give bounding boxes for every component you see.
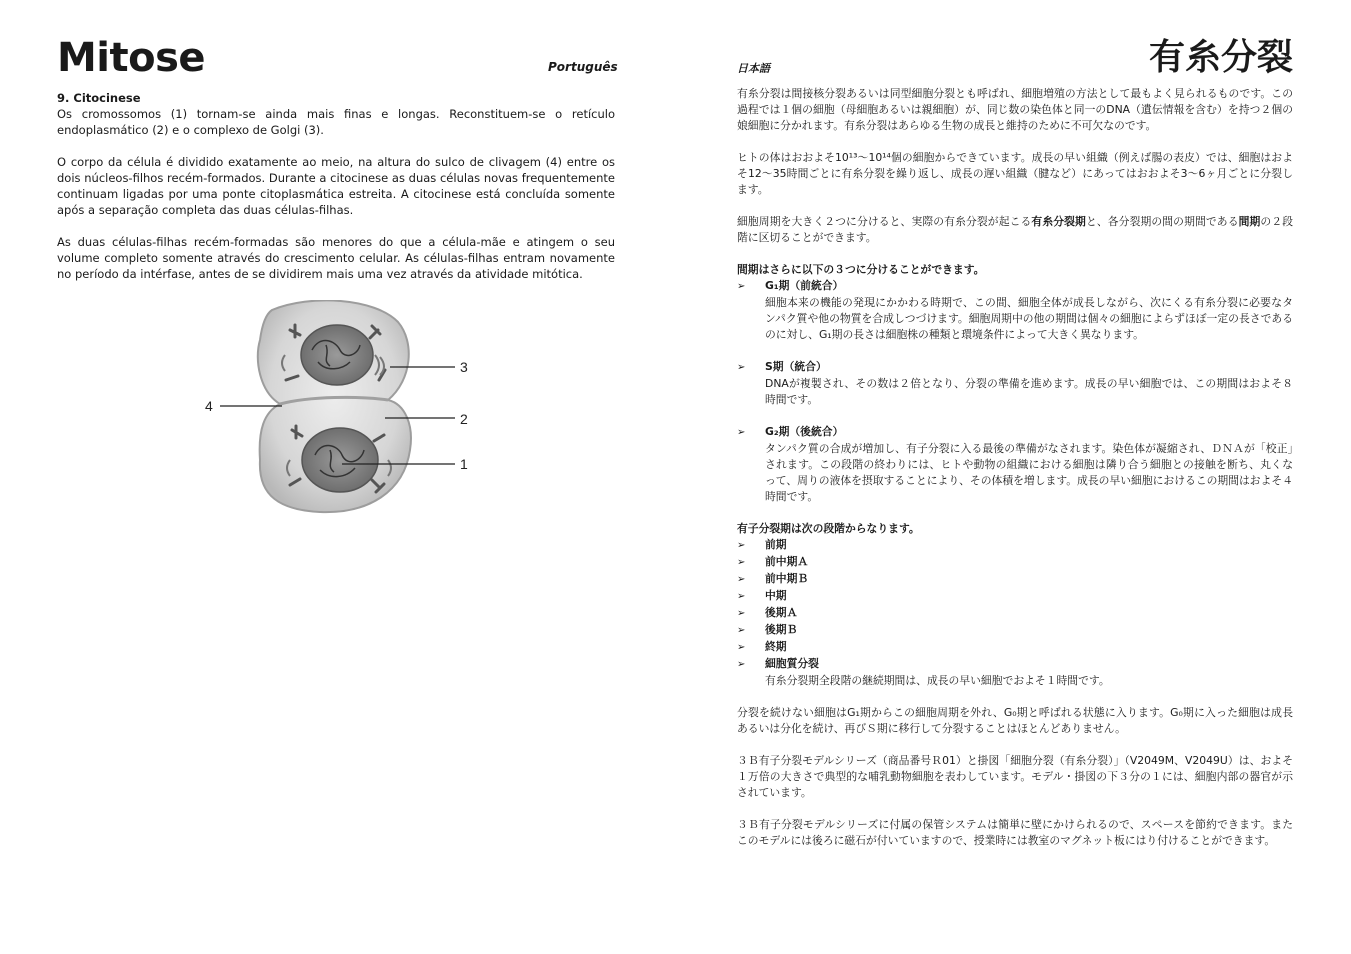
- language-label-japanese: 日本語: [737, 62, 770, 75]
- s-description: DNAが複製され、その数は２倍となり、分裂の準備を進めます。成長の早い細胞では、この期間はおよそ８時間です。: [765, 377, 1293, 406]
- japanese-text-column: [737, 86, 1293, 849]
- cytokinesis-illustration: [200, 300, 480, 520]
- list-item: ➢ 前中期Ｂ: [737, 571, 1293, 588]
- g1-label: G₁期（前統合）: [765, 279, 844, 292]
- jp-paragraph-1: 有糸分裂は間接核分裂あるいは同型細胞分裂とも呼ばれ、細胞増殖の方法として最もよく見られるものです。この過程では１個の細胞（母細胞あるいは親細胞）が、同じ数の染色体と同一のDNA（遺伝情報を含む）を持つ２個の娘細胞に分かれます。有糸分裂はあらゆる生物の成長と維持のために不可欠なのです。: [737, 87, 1293, 132]
- g2-label: G₂期（後統合）: [765, 425, 844, 438]
- label-1: 1: [460, 456, 468, 472]
- list-item: ➢ 後期Ｂ: [737, 622, 1293, 639]
- jp-paragraph-3: 細胞周期を大きく２つに分けると、実際の有糸分裂が起こる有糸分裂期と、各分裂期の間の期間である間期の２段階に区切ることができます。: [737, 215, 1294, 244]
- arrow-bullet-icon: ➢: [737, 281, 746, 292]
- s-label: S期（統合）: [765, 360, 827, 373]
- g1-description: 細胞本来の機能の発現にかかわる時期で、この間、細胞全体が成長しながら、次にくる有糸分裂に必要なタンパク質や他の物質を合成しつづけます。細胞周期中の他の期間は個々の細胞によらずほぼ一定の長さであるのに対し、G₁期の長さは細胞株の種類と環境条件によって大きく異なります。: [765, 296, 1293, 341]
- jp-paragraph-5: ３Ｂ有子分裂モデルシリーズ（商品番号Ｒ01）と掛図「細胞分裂（有糸分裂）」（V2049M、V2049U）は、およそ１万倍の大きさで典型的な哺乳動物細胞を表わしています。モデル・掛図の下３分の１には、細胞内部の器官が示されています。: [737, 754, 1293, 799]
- arrow-bullet-icon: ➢: [737, 659, 746, 670]
- jp-paragraph-2: ヒトの体はおおよそ10¹³～10¹⁴個の細胞からできています。成長の早い組織（例えば腸の表皮）では、細胞はおよそ12～35時間ごとに有糸分裂を繰り返し、成長の遅い組織（腱など）にあってはおおよそ3～6ヶ月ごとに分裂します。: [737, 151, 1293, 196]
- arrow-bullet-icon: ➢: [737, 625, 746, 636]
- list-item: ➢ 前期: [737, 537, 1293, 554]
- label-2: 2: [460, 411, 468, 427]
- paragraph-2: O corpo da célula é dividido exatamente ao meio, na altura do sulco de clivagem (4) entre os dois núcleos-filhos recém-formados. Durante a citocinese as duas células novas frequentemente continuam ligadas por uma ponte citoplasmática estreita. A citocinese está concluída somente após a separação completa das duas células-filhas.: [57, 155, 615, 217]
- arrow-bullet-icon: ➢: [737, 362, 746, 373]
- list-item: ➢ 終期: [737, 639, 1293, 656]
- page-title-portuguese: Mitose: [57, 35, 206, 81]
- g2-phase-item: [737, 424, 1293, 505]
- jp-paragraph-4: 分裂を続けない細胞はG₁期からこの細胞周期を外れ、G₀期と呼ばれる状態に入ります。G₀期に入った細胞は成長あるいは分化を続け、再びＳ期に移行して分裂することはほとんどありません。: [737, 706, 1293, 735]
- paragraph-3: As duas células-filhas recém-formadas são menores do que a célula-mãe e atingem o seu volume completo somente através do crescimento celular. As células-filhas entram novamente no período da intérfase, antes de se dividirem mais uma vez através da atividade mitótica.: [57, 235, 615, 281]
- g2-description: タンパク質の合成が増加し、有子分裂に入る最後の準備がなされます。染色体が凝縮され、ＤＮＡが「校正」されます。この段階の終わりには、ヒトや動物の組織における細胞は隣り合う細胞との接触を断ち、丸くなって、周りの液体を摂取することにより、その体積を増します。成長の早い細胞におけるこの期間はおよそ４時間です。: [765, 442, 1293, 503]
- list-item: ➢ 後期Ａ: [737, 605, 1293, 622]
- arrow-bullet-icon: ➢: [737, 574, 746, 585]
- nucleus-upper: [301, 325, 373, 385]
- language-label-portuguese: Português: [548, 60, 618, 74]
- page-title-japanese: 有糸分裂: [1148, 37, 1293, 78]
- arrow-bullet-icon: ➢: [737, 540, 746, 551]
- list-item: ➢ 細胞質分裂: [737, 656, 1293, 673]
- g1-phase-item: [737, 278, 1293, 343]
- nucleus-lower: [302, 428, 378, 492]
- dividing-cell-drawing: [200, 300, 480, 520]
- arrow-bullet-icon: ➢: [737, 642, 746, 653]
- s-phase-item: [737, 359, 1293, 408]
- section-title: 9. Citocinese: [57, 91, 141, 105]
- phases-note: 有糸分裂期全段階の継続期間は、成長の早い細胞でおよそ１時間です。: [765, 674, 1110, 687]
- arrow-bullet-icon: ➢: [737, 608, 746, 619]
- right-page: [676, 0, 1351, 954]
- list-item: ➢ 中期: [737, 588, 1293, 605]
- portuguese-text-column: [57, 90, 615, 298]
- arrow-bullet-icon: ➢: [737, 427, 746, 438]
- mitosis-heading: 有子分裂期は次の段階からなります。: [737, 522, 920, 535]
- label-3: 3: [460, 359, 468, 375]
- paragraph-1: Os cromossomos (1) tornam-se ainda mais finas e longas. Reconstituem-se o retículo endoplasmático (2) e o complexo de Golgi (3).: [57, 107, 615, 137]
- arrow-bullet-icon: ➢: [737, 557, 746, 568]
- jp-paragraph-6: ３Ｂ有子分裂モデルシリーズに付属の保管システムは簡単に壁にかけられるので、スペースを節約できます。またこのモデルには後ろに磁石が付いていますので、授業時には教室のマグネット板にはり付けることができます。: [737, 818, 1293, 847]
- label-4: 4: [205, 398, 213, 414]
- interphase-heading: 間期はさらに以下の３つに分けることができます。: [737, 263, 985, 276]
- arrow-bullet-icon: ➢: [737, 591, 746, 602]
- mitosis-phase-list: [737, 537, 1293, 689]
- list-item: ➢ 前中期Ａ: [737, 554, 1293, 571]
